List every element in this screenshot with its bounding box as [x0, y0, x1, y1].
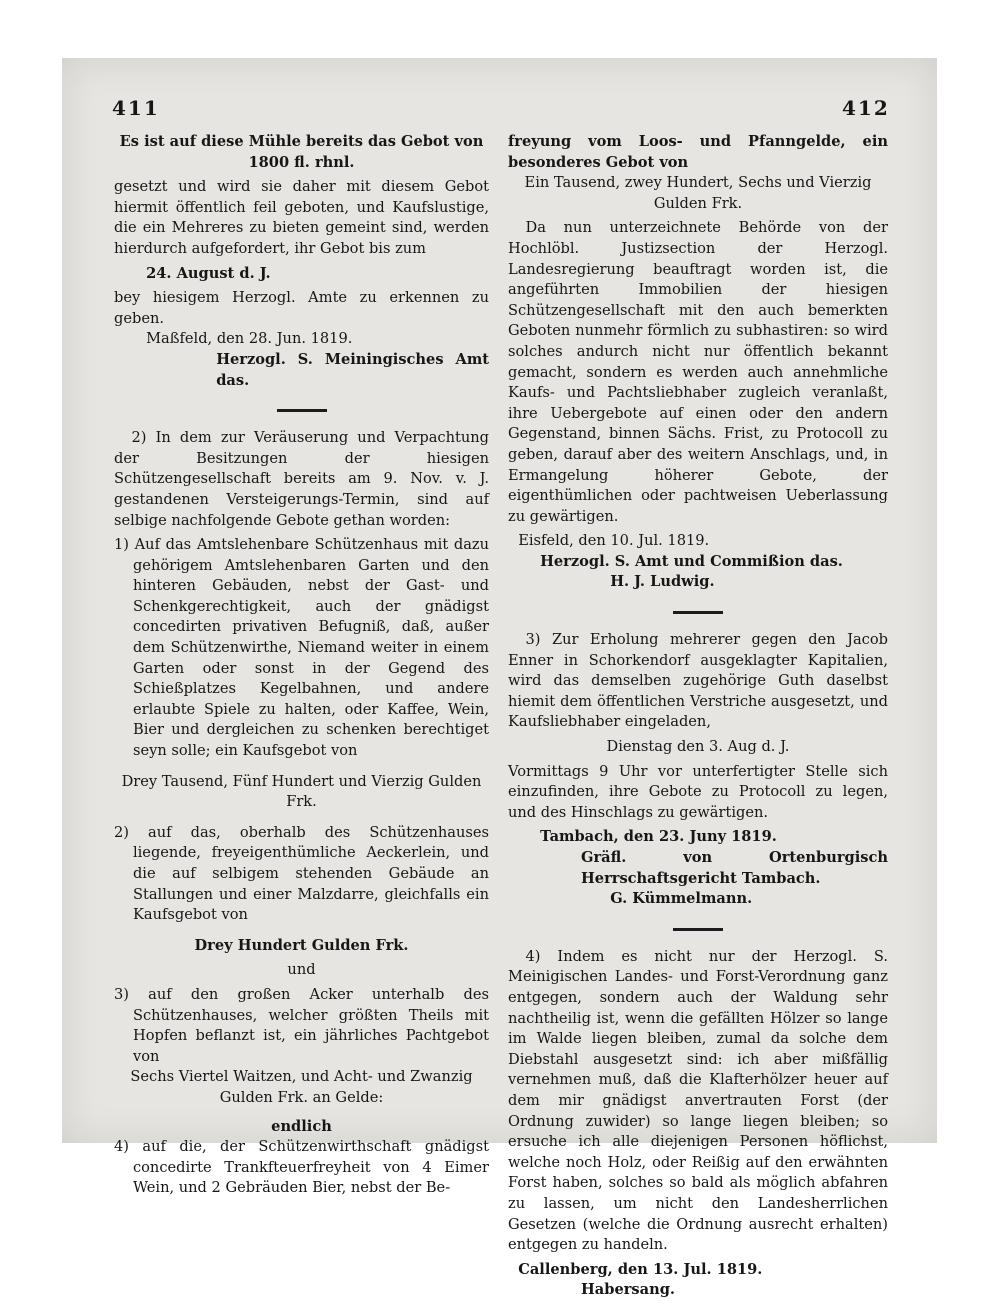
right-column: [508, 132, 888, 1301]
notice-1-line1: Es ist auf diese Mühle bereits das Gebot von: [119, 133, 484, 150]
notice-3-date: Dienstag den 3. Aug d. J.: [606, 738, 790, 756]
notice-1-deadline: 24. August d. J.: [146, 264, 271, 282]
notice-2-und: und: [287, 961, 316, 979]
notice-1-closing: bey hiesigem Herzogl. Amte zu erkennen zu geben.: [114, 289, 489, 327]
separator-rule: [673, 928, 723, 931]
notice-3-body-2: Vormittags 9 Uhr vor unterfertigter Stelle sich einzufinden, ihre Gebote zu Protocoll zu legen, und des Hinschlags zu gewärtigen.: [508, 762, 888, 821]
notice-2-cont-sum: Ein Tausend, zwey Hundert, Sechs und Vierzig Gulden Frk.: [524, 174, 872, 212]
page-number-left: 411: [112, 96, 160, 120]
notice-3-signature-1: Gräfl. von Ortenburgisch Herrschaftsgericht Tambach.: [581, 849, 888, 887]
notice-4-body: 4) Indem es nicht nur der Herzogl. S. Meinigischen Landes- und Forst-Verordnung ganz entgegen, sondern auch der Waldung sehr nachtheilig ist, wenn die gefällten Hölzer so lange im Walde liegen bleiben, zumal da solche dem Diebstahl ausgesetzt sind: ich aber mißfällig vernehmen muß, daß die Klafterhölzer heuer auf dem mir gnädigst anvertrauten Forst (der Ordnung zuwider) so lange liegen bleiben; so ersuche ich alle diejenigen Personen höflichst, welche noch Holz, oder Reißig auf den erwähnten Forst haben, solches so bald als möglich abfahren zu lassen, um nicht den Landesherrlichen Gesetzen (welche die Ordnung ausrecht erhalten) entgegen zu handeln.: [508, 947, 888, 1254]
notice-2-intro: 2) In dem zur Veräuserung und Verpachtung der Besitzungen der hiesigen Schützengesellschaft bereits am 9. Nov. v. J. gestandenen Versteigerungs-Termin, sind auf selbige nachfolgende Gebote gethan worden:: [114, 429, 489, 529]
notice-2-item-2: 2) auf das, oberhalb des Schützenhauses liegende, freyeigenthümliche Aeckerlein, und die auf selbigem stehenden Gebäude an Stallungen und einer Malzdarre, gleichfalls ein Kaufsgebot von: [114, 823, 489, 924]
notice-1-bid: 1800 fl. rhnl.: [248, 153, 355, 171]
notice-2-item-3: 3) auf den großen Acker unterhalb des Schützenhauses, welcher größten Theils mit Hopfen beflanzt ist, ein jährliches Pachtgebot von: [114, 985, 489, 1065]
notice-4-place-date: Callenberg, den 13. Jul. 1819.: [518, 1260, 763, 1278]
notice-2-cont-body: Da nun unterzeichnete Behörde von der Hochlöbl. Justizsection der Herzogl. Landesregierung beauftragt worden ist, die angeführten Immobilien der hiesigen Schützengesellschaft mit den auch bemerkten Geboten nunmehr förmlich zu subhastiren: so wird solches andurch nicht nur öffentlich bekannt gemacht, sondern es werden auch annehmliche Kaufs- und Pachtsliebhaber zugleich veranlaßt, ihre Uebergebote auf einen oder den andern Gegenstand, binnen Sächs. Frist, zu Protocoll zu geben, darauf aber des weitern Anschlags, und, in Ermangelung höherer Gebote, der eigenthümlichen oder pachtweisen Ueberlassung zu gewärtigen.: [508, 219, 888, 525]
notice-2-endlich: endlich: [271, 1117, 332, 1135]
notice-3-signature-2: G. Kümmelmann.: [610, 890, 753, 908]
separator-rule: [673, 611, 723, 614]
notice-4-signature: Habersang.: [581, 1281, 675, 1299]
notice-3-body: 3) Zur Erholung mehrerer gegen den Jacob Enner in Schorkendorf ausgeklagter Kapitalien, wird das demselben zugehörige Guth daselbst hiemit dem öffentlichen Verstriche ausgesetzt, und Kaufsliebhaber eingeladen,: [508, 631, 888, 731]
separator-rule: [277, 409, 327, 412]
notice-2-item-2-sum: Drey Hundert Gulden Frk.: [194, 936, 409, 954]
notice-2-item-1-sum: Drey Tausend, Fünf Hundert und Vierzig Gulden Frk.: [121, 772, 482, 811]
notice-2-cont-signature-2: H. J. Ludwig.: [610, 573, 715, 591]
notice-3-place-date: Tambach, den 23. Juny 1819.: [540, 828, 777, 846]
page-number-right: 412: [842, 96, 890, 120]
left-column: [114, 132, 489, 1199]
notice-2-cont-signature-1: Herzogl. S. Amt und Commißion das.: [540, 552, 843, 570]
notice-1-body: gesetzt und wird sie daher mit diesem Gebot hiermit öffentlich feil geboten, und Kaufslustige, die ein Mehreres zu bieten gemeint sind, werden hierdurch aufgefordert, ihr Gebot bis zum: [114, 178, 489, 257]
notice-2-item-3-sum: Sechs Viertel Waitzen, und Acht- und Zwanzig Gulden Frk. an Gelde:: [130, 1068, 473, 1106]
notice-2-item-4: 4) auf die, der Schützenwirthschaft gnädigst concedirte Trankfteuerfreyheit von 4 Eimer Wein, und 2 Gebräuden Bier, nebst der Be-: [114, 1138, 489, 1197]
notice-2-cont-line1: freyung vom Loos- und Pfanngelde, ein besonderes Gebot von: [508, 133, 888, 171]
notice-1-signature: Herzogl. S. Meiningisches Amt das.: [216, 350, 489, 389]
notice-1-place-date: Maßfeld, den 28. Jun. 1819.: [146, 330, 353, 348]
notice-2-cont-place-date: Eisfeld, den 10. Jul. 1819.: [518, 532, 710, 550]
notice-2-item-1: 1) Auf das Amtslehenbare Schützenhaus mit dazu gehörigem Amtslehenbaren Garten und den hinteren Gebäuden, nebst der Gast- und Schenkgerechtigkeit, auch der gnädigst concedirten privativen Befugniß, daß, außer dem Schützenwirthe, Niemand weiter in einem Garten oder sonst in der Gegend des Schießplatzes Kegelbahnen, und andere erlaubte Spiele zu halten, oder Kaffee, Wein, Bier und dergleichen zu schenken berechtiget seyn solle; ein Kaufsgebot von: [114, 536, 489, 760]
